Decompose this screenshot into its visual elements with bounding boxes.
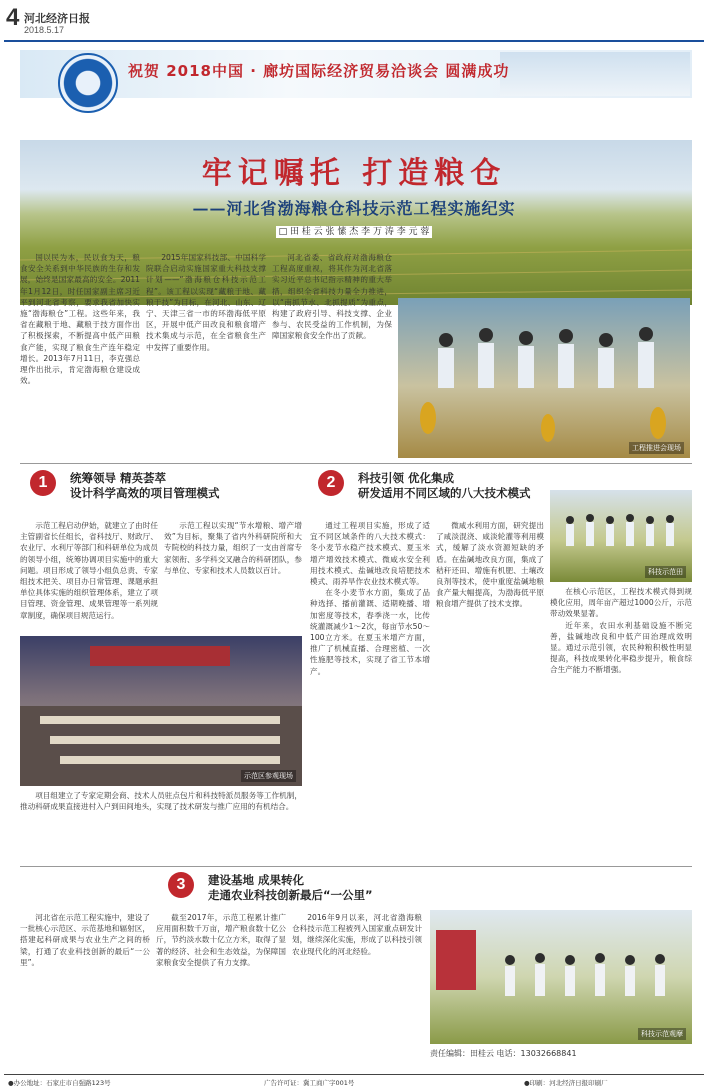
section-2-heading bbox=[318, 470, 558, 506]
intro-column-1: 国以民为本，民以食为天，粮食安全关系到中华民族的生存和发展，始终是国家最高的安全。2011年1月12日，时任国家副主席习近平到河北省考察，要求我省加快实施“渤海粮仓”工程。这些年来，我省在藏粮于地、藏粮于技方面作出了积极探索，不断提高中低产田粮食产能，实现了粮食生产连年稳定增长。2013年7月11日，李克强总理作出批示，肯定渤海粮仓建设成效。 bbox=[20, 253, 140, 386]
section-1-number: 1 bbox=[30, 470, 56, 496]
feature-subheadline: ——河北省渤海粮仓科技示范工程实施纪实 bbox=[192, 199, 516, 218]
section-1-title: 统筹领导 精英荟萃 bbox=[70, 471, 167, 485]
event-logo-icon bbox=[58, 53, 118, 113]
masthead bbox=[0, 0, 708, 55]
section-divider bbox=[20, 463, 692, 464]
section-2-subtitle: 研发适用不同区域的八大技术模式 bbox=[358, 486, 531, 500]
section-1-column-2: 示范工程以实现“节水增粮、增产增效”为目标，聚集了省内外科研院所和大专院校的科技力量，组织了一支由首席专家领衔、多学科交叉融合的科研团队，参与单位、专家和技术人员数以百计。 bbox=[164, 521, 302, 575]
section-1-column-1: 示范工程启动伊始，就建立了由时任主管副省长任组长，省科技厅、财政厅、农业厅、水利厅等部门和科研单位为成员的领导小组，统筹协调项目实施中的重大问题。项目形成了领导小组负总责、专家组技术把关、项目办日常管理、课题承担单位具体实施的组织管理体系，建立了项目管理、资金管理、成果管理等一系列规章制度，确保项目规范运行。 bbox=[20, 521, 158, 620]
section-2-column-1: 通过工程项目实施，形成了适宜不同区域条件的八大技术模式：冬小麦节水稳产技术模式、夏玉米增产增效技术模式、微咸水安全利用技术模式、盐碱地改良培肥技术模式、雨养旱作农业技术模式等。 在冬小麦节水方面，集成了品种选择、播前灌溉、适期晚播、增加密度等技术，春季浇一水，比传统灌溉减少1～2次，每亩节水50～100立方米。在夏玉米增产方面，推广了机械直播、合理密植、一次性施肥等技术，实现了省工节本增产。 bbox=[310, 521, 430, 676]
section-3-number: 3 bbox=[168, 872, 194, 898]
masthead-rule bbox=[4, 40, 704, 42]
section-1-heading bbox=[30, 470, 270, 506]
footer bbox=[4, 1074, 704, 1088]
section-3-column-2: 截至2017年，示范工程累计推广应用面积数千万亩，增产粮食数十亿公斤，节约淡水数十亿立方米，取得了显著的经济、社会和生态效益，为保障国家粮食安全提供了有力支撑。 bbox=[156, 913, 286, 967]
intro-column-3: 河北省委、省政府对渤海粮仓工程高度重视，将其作为河北省落实习近平总书记指示精神的重大举措，组织全省科技力量全力推进，以“南抓节水、北抓提质”为重点，构建了政府引导、科技支撑、企业参与、农民受益的工作机制，为保障国家粮食安全作出了贡献。 bbox=[272, 253, 392, 341]
banner-text: 祝贺 2018中国 · 廊坊国际经济贸易洽谈会 圆满成功 bbox=[128, 62, 510, 80]
section-3-column-1: 河北省在示范工程实施中，建设了一批核心示范区、示范基地和辐射区，搭建起科研成果与农业生产之间的桥梁，打通了农业科技创新的最后“一公里”。 bbox=[20, 913, 150, 967]
footer-license: 广告许可证：冀工商广字001号 bbox=[264, 1079, 355, 1087]
section-divider-2 bbox=[20, 866, 692, 867]
section-2-title: 科技引领 优化集成 bbox=[358, 471, 455, 485]
section-1-subtitle: 设计科学高效的项目管理模式 bbox=[70, 486, 220, 500]
demonstration-field-photo: 科技示范观摩 bbox=[430, 910, 692, 1044]
field-visit-photo: 科技示范田 bbox=[550, 490, 692, 582]
officials-inspection-photo: 工程推进会现场 bbox=[398, 298, 690, 458]
section-3-column-3: 2016年9月以来，河北省渤海粮仓科技示范工程被列入国家重点研发计划，继续深化实施，形成了以科技引领农业现代化的河北经验。 bbox=[292, 913, 422, 956]
paper-name: 河北经济日报 bbox=[24, 12, 90, 25]
editor-line: 责任编辑：田桂云 电话：13032668841 bbox=[430, 1049, 577, 1058]
conference-photo: 示范区参观现场 bbox=[20, 636, 302, 786]
intro-column-2: 2015年国家科技部、中国科学院联合启动实施国家重大科技支撑计划——“渤海粮仓科技示范工程”。该工程以实现“藏粮于地、藏粮于技”为目标，在河北、山东、辽宁、天津三省一市的环渤海低平原区，开展中低产田改良和粮食增产技术集成与示范，在全省粮食生产中发挥了重要作用。 bbox=[146, 253, 266, 352]
byline: □ 田 桂 云 张 愫 杰 李 万 涛 李 元 蓉 bbox=[0, 224, 708, 237]
section-3-subtitle: 走通农业科技创新最后“一公里” bbox=[208, 888, 373, 902]
footer-address: ●办公地址：石家庄市自强路123号 bbox=[8, 1079, 111, 1087]
section-1-column-3: 项目组建立了专家定期会商、技术人员驻点包片和科技特派员服务等工作机制，推动科研成果直接进村入户到田间地头，实现了技术研发与推广应用的有机结合。 bbox=[20, 791, 302, 812]
issue-date: 2018.5.17 bbox=[24, 25, 65, 35]
section-2-number: 2 bbox=[318, 470, 344, 496]
section-3-title: 建设基地 成果转化 bbox=[208, 873, 305, 887]
footer-printer: ●印刷：河北经济日报印刷厂 bbox=[524, 1079, 608, 1087]
page-number: 4 bbox=[6, 4, 20, 31]
banner-decoration bbox=[500, 52, 690, 96]
feature-headline: 牢记嘱托 打造粮仓 bbox=[201, 156, 507, 191]
section-2-column-2: 微咸水利用方面，研究提出了咸淡混浇、咸淡轮灌等利用模式，缓解了淡水资源短缺的矛盾。在盐碱地改良方面，集成了秸秆还田、增施有机肥、土壤改良剂等技术，使中重度盐碱地粮食产量大幅提高，为渤海低平原粮食增产提供了技术支撑。 bbox=[436, 521, 544, 609]
section-3-heading bbox=[168, 872, 428, 908]
section-2-column-3: 在核心示范区，工程技术模式得到规模化应用，周年亩产超过1000公斤，示范带动效果显著。 近年来，农田水利基础设施不断完善，盐碱地改良和中低产田治理成效明显。通过示范引领，农民种粮积极性明显提高，科技成果转化率稳步提升，粮食综合生产能力不断增强。 bbox=[550, 587, 692, 675]
